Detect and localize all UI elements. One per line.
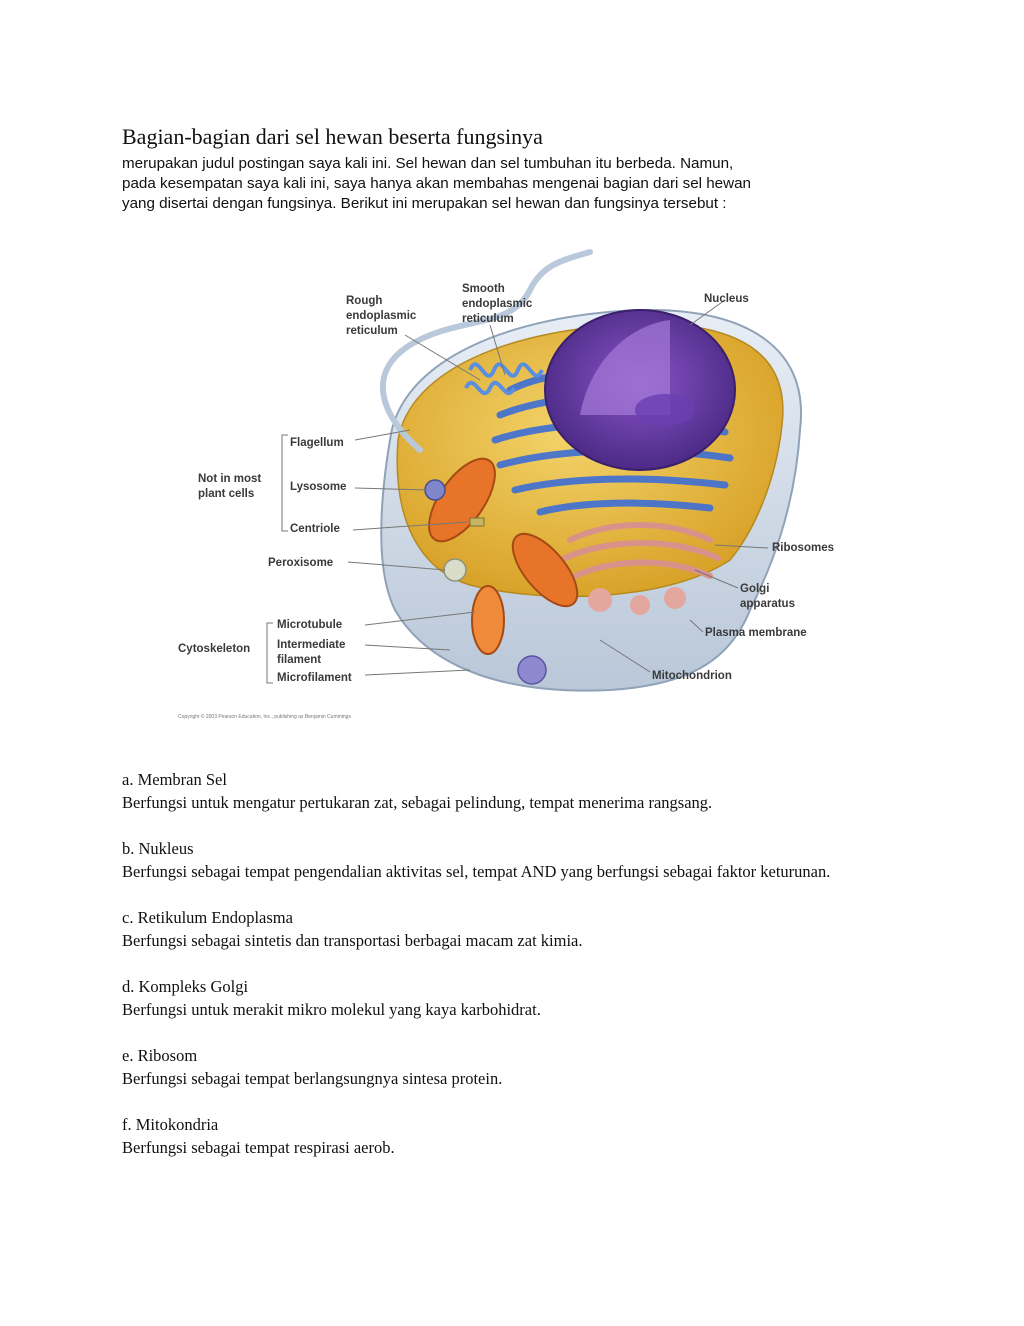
centriole-shape bbox=[470, 518, 484, 526]
label-smooth-er-3: reticulum bbox=[462, 313, 514, 325]
list-item bbox=[122, 768, 894, 814]
section-heading: a. Membran Sel bbox=[122, 770, 227, 789]
label-ribosomes: Ribosomes bbox=[772, 542, 834, 554]
label-lysosome: Lysosome bbox=[290, 481, 347, 493]
intro-line: pada kesempatan saya kali ini, saya hanya akan membahas mengenai bagian dari sel hewan bbox=[122, 175, 751, 192]
section-body: Berfungsi sebagai tempat berlangsungnya sintesa protein. bbox=[122, 1069, 503, 1088]
section-body: Berfungsi sebagai tempat pengendalian aktivitas sel, tempat AND yang berfungsi sebagai faktor keturunan. bbox=[122, 862, 831, 881]
label-centriole: Centriole bbox=[290, 523, 340, 535]
label-smooth-er-1: Smooth bbox=[462, 283, 505, 295]
section-heading: f. Mitokondria bbox=[122, 1115, 219, 1134]
list-item bbox=[122, 906, 894, 952]
animal-cell-diagram bbox=[170, 240, 860, 730]
label-microtubule: Microtubule bbox=[277, 619, 343, 631]
intro-paragraph bbox=[122, 154, 902, 214]
label-rough-er-3: reticulum bbox=[346, 325, 398, 337]
label-intermediate-2: filament bbox=[277, 654, 322, 666]
label-rough-er-1: Rough bbox=[346, 295, 383, 307]
section-heading: e. Ribosom bbox=[122, 1046, 198, 1065]
label-golgi-2: apparatus bbox=[740, 598, 795, 610]
list-item bbox=[122, 975, 894, 1021]
label-plasma-membrane: Plasma membrane bbox=[705, 627, 807, 639]
section-body: Berfungsi sebagai tempat respirasi aerob. bbox=[122, 1138, 395, 1157]
section-body: Berfungsi sebagai sintetis dan transportasi berbagai macam zat kimia. bbox=[122, 931, 583, 950]
label-rough-er-2: endoplasmic bbox=[346, 310, 417, 322]
intro-line: merupakan judul postingan saya kali ini. Sel hewan dan sel tumbuhan itu berbeda. Namun, bbox=[122, 155, 734, 172]
label-golgi-1: Golgi bbox=[740, 583, 770, 595]
organelle-list bbox=[122, 768, 894, 1182]
section-body: Berfungsi untuk merakit mikro molekul yang kaya karbohidrat. bbox=[122, 1000, 541, 1019]
section-heading: b. Nukleus bbox=[122, 839, 194, 858]
list-item bbox=[122, 837, 894, 883]
label-intermediate-1: Intermediate bbox=[277, 639, 346, 651]
label-flagellum: Flagellum bbox=[290, 437, 344, 449]
label-cytoskeleton: Cytoskeleton bbox=[178, 643, 251, 655]
section-heading: d. Kompleks Golgi bbox=[122, 977, 249, 996]
label-mitochondrion: Mitochondrion bbox=[652, 670, 732, 682]
label-nucleus: Nucleus bbox=[704, 293, 749, 305]
page-title: Bagian-bagian dari sel hewan beserta fungsinya bbox=[122, 124, 543, 149]
list-item bbox=[122, 1113, 894, 1159]
list-item bbox=[122, 1044, 894, 1090]
section-heading: c. Retikulum Endoplasma bbox=[122, 908, 293, 927]
label-not-in-plant-2: plant cells bbox=[198, 488, 255, 500]
label-smooth-er-2: endoplasmic bbox=[462, 298, 533, 310]
label-microfilament: Microfilament bbox=[277, 672, 352, 684]
label-not-in-plant-1: Not in most bbox=[198, 473, 262, 485]
figure-copyright: Copyright © 2003 Pearson Education, Inc., publishing as Benjamin Cummings bbox=[178, 714, 351, 720]
intro-line: yang disertai dengan fungsinya. Berikut ini merupakan sel hewan dan fungsinya tersebut : bbox=[122, 195, 727, 212]
label-peroxisome: Peroxisome bbox=[268, 557, 334, 569]
peroxisome-shape bbox=[444, 559, 466, 581]
section-body: Berfungsi untuk mengatur pertukaran zat, sebagai pelindung, tempat menerima rangsang. bbox=[122, 793, 713, 812]
